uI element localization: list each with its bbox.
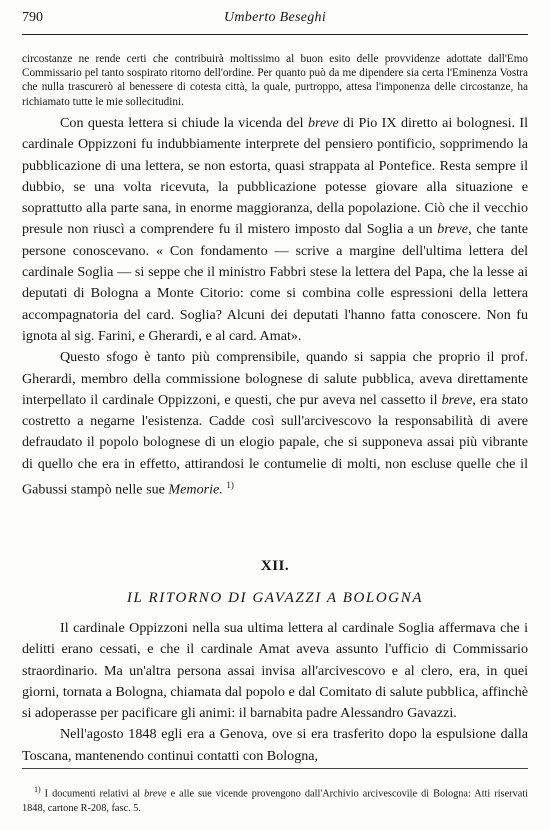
intro-paragraph: circostanze ne rende certi che contribuirà moltissimo al buon esito delle provvidenze adottate dall'Emo Commissario pel tanto sospirato ritorno dell'ordine. Per quanto può da me dipendere sia certa l'Eminenza Vostra che nulla trascurerò al benessere di cotesta città, la quale, purtroppo, attesa l'imponenza delle circostanze, ha richiamato tutte le mie sollecitudini.: [22, 53, 528, 108]
section-number: XII.: [260, 558, 290, 574]
footnote-rule: [22, 768, 528, 769]
paragraph-1: Con questa lettera si chiude la vicenda del breve di Pio IX diretto ai bolognesi. Il cardinale Oppizzoni fu indubbiamente interprete del pensiero pontificio, sopprimendo la pubblicazione di una lettera, se non estorta, quasi strappata al Pontefice. Resta sempre il dubbio, se una volta ricevuta, la pubblicazione potesse giovare alla situazione e soprattutto alla parte sana, in enorme maggioranza, della popolazione. Ciò che il vecchio presule non riuscì a comprendere fu il mistero imposto dal Soglia a un breve, che tante persone conoscevano. « Con fondamento — scrive a margine dell'ultima lettera del cardinale Soglia — si seppe che il ministro Fabbri stese la lettera del Papa, che la lesse ai deputati di Bologna a Monte Citorio: come si combina colle espressioni della lettera accompagnatoria del card. Soglia? Alcuni dei deputati l'hanno fatta conoscere. Non fu ignota al sig. Farini, e Gherardi, e al card. Amat».: [22, 115, 529, 344]
paragraph-4: Nell'agosto 1848 egli era a Genova, ove si era trasferito dopo la espulsione dalla Toscana, mantenendo continui contatti con Bologna,: [22, 726, 528, 764]
paragraph-3: Il cardinale Oppizzoni nella sua ultima lettera al cardinale Soglia affermava che i delitti erano cessati, e che il cardinale Amat aveva assunto l'ufficio di Commissario straordinario. Ma un'altra persona assai invisa all'arcivescovo e al clero, era, in quei giorni, tornata a Bologna, chiamata dal popolo e dal Comitato di salute pubblica, affinchè si adoperasse per pacificare gli animi: il barnabita padre Alessandro Gavazzi.: [22, 620, 528, 722]
main-text-lower: [22, 618, 528, 767]
header-rule: [22, 34, 528, 35]
section-title: IL RITORNO DI GAVAZZI A BOLOGNA: [126, 590, 424, 606]
footnote-mark: 1): [34, 785, 41, 794]
footnote: $^{1)}$ I documenti relativi al breve e alle sue vicende provengono dall'Archivio arcivescovile di Bologna: Atti riservati 1848, cartone R-208, fasc. 5.: [22, 785, 529, 815]
main-text-upper: [22, 113, 528, 501]
block-quote-continuation: [22, 52, 528, 109]
page-header: [22, 8, 528, 32]
footnote-reference: 1): [226, 480, 234, 491]
paragraph-2: Questo sfogo è tanto più comprensibile, quando si sappia che proprio il prof. Gherardi, membro della commissione bolognese di salute pubblica, aveva direttamente interpellato il cardinale Oppizzoni, e questi, che pur aveva nel cassetto il breve, era stato costretto a negarne l'esistenza. Cadde così sull'arcivescovo la responsabilità di avere defraudato il popolo bolognese di un elogio papale, che si supponeva assai più vibrante di quello che era in effetto, attirandosi le contumelie di molti, non escluse quelle che il Gabussi stampò nelle sue Memorie. $^{1)}$: [22, 349, 528, 498]
page-number: 790: [22, 10, 43, 25]
running-head: Umberto Beseghi: [223, 10, 327, 25]
